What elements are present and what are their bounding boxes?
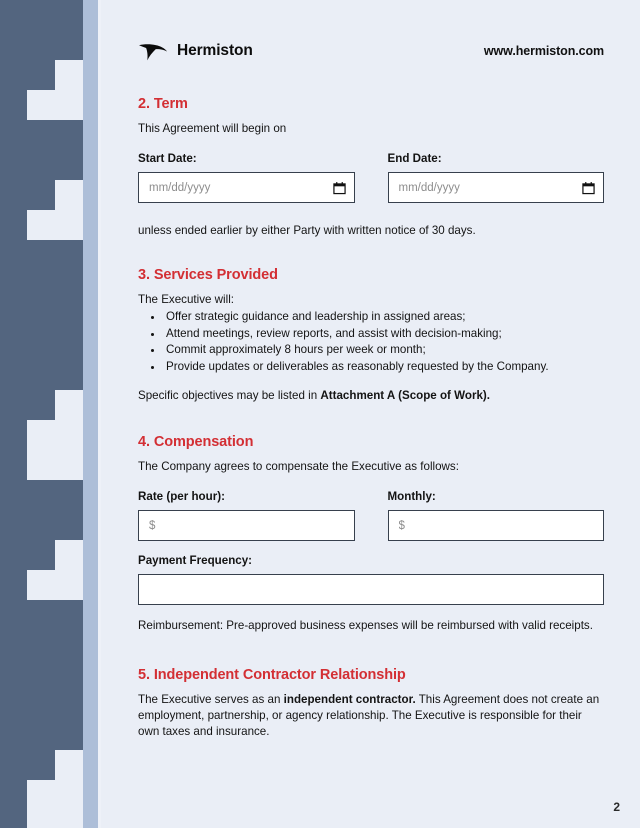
term-intro-text: This Agreement will begin on [138,122,287,135]
list-item: • Attend meetings, review reports, and assist with decision-making; [164,326,604,342]
term-closing-text: unless ended earlier by either Party with written notice of 30 days. [138,224,476,238]
monthly-label: Monthly: [387,490,436,504]
sidebar-pattern-block [0,120,83,150]
sidebar-pattern-block [0,210,27,240]
services-bullet-list [138,309,604,375]
document-body [138,96,604,741]
rate-input[interactable] [138,510,355,541]
payment-frequency-field-group [138,554,604,605]
sidebar-pattern-block [0,90,27,120]
end-date-label: End Date: [387,152,442,166]
compensation-intro-text: The Company agrees to compensate the Executive as follows: [138,459,459,473]
sidebar-accent-band [83,0,98,828]
list-item: • Offer strategic guidance and leadership in assigned areas; [164,309,604,325]
list-item: • Commit approximately 8 hours per week or month; [164,342,604,358]
independent-text-after: This Agreement does not create an employment, partnership, or agency relationship. The Executive is responsible for their own taxes and insurance. [138,692,600,739]
compensation-rate-row [138,490,604,541]
attachment-note-prefix: Specific objectives may be listed in [138,389,321,403]
sidebar-pattern-block [0,540,55,570]
document-header [138,36,604,66]
monthly-field-group [388,490,605,541]
website-url: www.hermiston.com [483,44,604,58]
sidebar-pattern-block [0,570,27,600]
independent-text-bold: independent contractor. [283,692,416,706]
reimbursement-text: Reimbursement: Pre-approved business expenses will be reimbursed with valid receipts. [138,619,593,633]
payment-frequency-label: Payment Frequency: [138,554,253,568]
swoosh-logo-icon [138,40,168,62]
sidebar-pattern-block [0,660,83,690]
section-services [138,267,604,405]
sidebar-pattern-block [0,720,83,750]
sidebar-pattern-block [0,510,83,540]
sidebar-staircase-pattern [0,0,83,828]
section-title-term: 2. Term [138,96,188,112]
sidebar-pattern-block [0,450,27,480]
decorative-sidebar [0,0,98,828]
end-date-input-wrap [388,172,605,203]
sidebar-pattern-block [0,390,55,420]
brand-lockup [138,40,253,62]
sidebar-pattern-block [0,30,83,60]
sidebar-pattern-block [0,420,27,450]
sidebar-pattern-block [0,600,83,630]
brand-name: Hermiston [177,42,253,59]
payment-frequency-input[interactable] [138,574,604,605]
section-title-independent: 5. Independent Contractor Relationship [138,666,406,683]
sidebar-pattern-block [0,630,83,660]
end-date-field-group [388,152,605,203]
sidebar-pattern-block [0,750,55,780]
sidebar-pattern-block [0,150,83,180]
independent-paragraph [138,692,604,741]
sidebar-pattern-block [0,810,27,828]
sidebar-pattern-block [0,330,83,360]
list-item: • Provide updates or deliverables as reasonably requested by the Company. [164,359,604,375]
section-independent-contractor [138,667,604,741]
sidebar-pattern-block [0,690,83,720]
sidebar-pattern-block [0,780,27,810]
sidebar-pattern-block [0,360,83,390]
independent-text-before: The Executive serves as an [138,692,284,706]
term-date-row [138,152,604,203]
rate-label: Rate (per hour): [138,490,225,504]
attachment-note-bold: Attachment A (Scope of Work). [320,389,490,403]
sidebar-pattern-block [0,240,83,270]
section-term [138,96,604,240]
services-intro-text: The Executive will: [138,292,235,306]
section-compensation [138,434,604,635]
end-date-input[interactable] [388,172,605,203]
sidebar-pattern-block [0,270,83,300]
section-title-compensation: 4. Compensation [138,433,254,450]
start-date-input[interactable] [138,172,355,203]
section-title-services: 3. Services Provided [138,266,278,283]
start-date-label: Start Date: [138,152,197,166]
sidebar-pattern-block [0,60,55,90]
sidebar-pattern-block [0,480,83,510]
sidebar-pattern-block [0,180,55,210]
sidebar-pattern-block [0,300,83,330]
page-number: 2 [613,800,620,814]
document-content [101,0,640,828]
rate-field-group [138,490,355,541]
start-date-input-wrap [138,172,355,203]
start-date-field-group [138,152,355,203]
sidebar-pattern-block [0,0,83,30]
monthly-input[interactable] [388,510,605,541]
services-attachment-note [138,388,604,404]
